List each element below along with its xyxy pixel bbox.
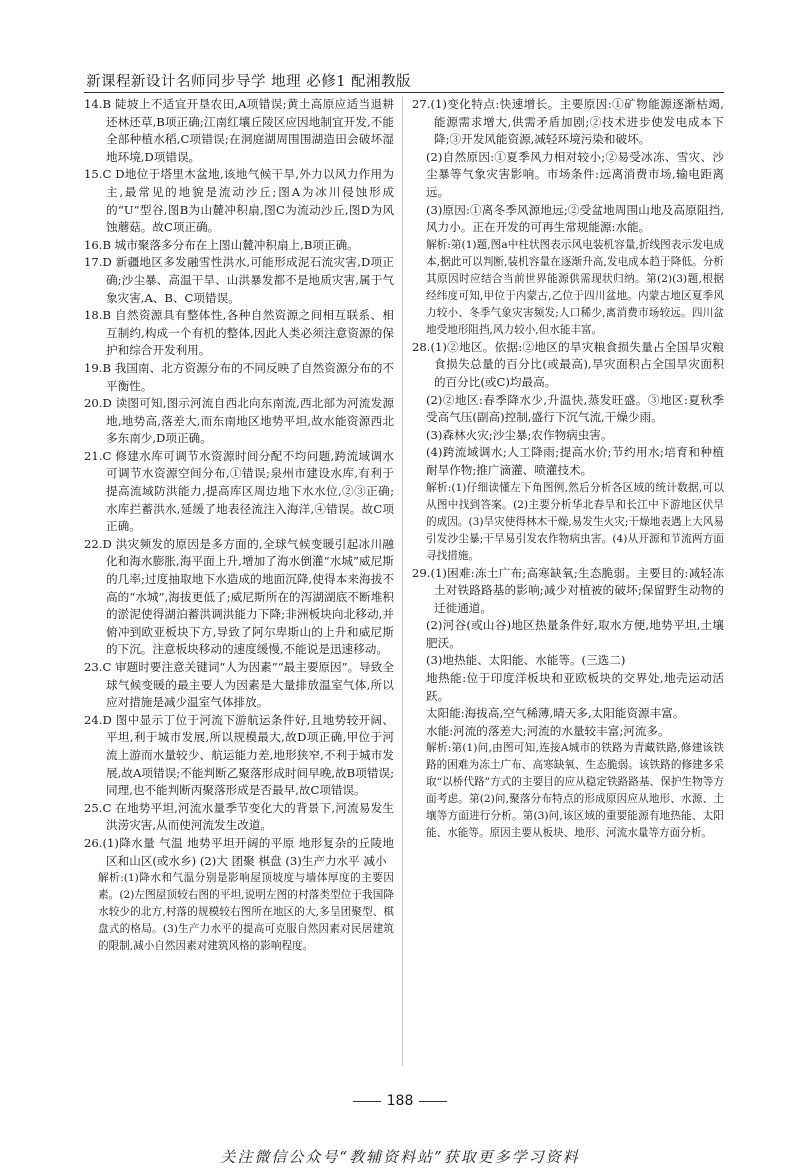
analysis-paragraph: 解析:第(1)题,图a中柱状图表示风电装机容量,折线图表示发电成本,据此可以判断,装机容量在逐渐升高,发电成本趋于降低。分析其原因时应结合当前世界能源供需现状归纳。第(2)(3)题,根据经纬度可知,甲位于内蒙古,乙位于四川盆地。内蒙古地区夏季风力较小、冬季气象灾害频发;人口稀少,离消费市场较远。四川盆地受地形阻挡,风力较小,但水能丰富。	[426, 238, 724, 336]
answer-paragraph: 25.C 在地势平坦,河流水量季节变化大的背景下,河流易发生洪涝灾害,从而使河流发生改道。	[84, 800, 394, 833]
answer-paragraph: 29.(1)困难:冻土广布;高寒缺氧;生态脆弱。主要目的:减轻冻土对铁路路基的影响;减少对植被的破坏;保留野生动物的迁徙通道。	[412, 565, 724, 615]
answer-paragraph: 18.B 自然资源具有整体性,各种自然资源之间相互联系、相互制约,构成一个有机的整体,因此人类必须注意资源的保护和综合开发利用。	[84, 308, 394, 358]
answer-paragraph: 27.(1)变化特点:快速增长。主要原因:①矿物能源逐渐枯竭,能源需求增大,供需矛盾加剧;②技术进步使发电成本下降;③开发风能资源,减轻环境污染和破坏。	[412, 97, 724, 147]
answer-paragraph: 23.C 审题时要注意关键词“人为因素”“最主要原因”。导致全球气候变暖的最主要人为因素是大量排放温室气体,所以应对措施是减少温室气体排放。	[84, 660, 394, 710]
page-number-left-dash	[353, 1101, 381, 1102]
answer-paragraph: (4)跨流域调水;人工降雨;提高水价;节约用水;培育和种植耐旱作物;推广滴灌、喷灌技术。	[426, 445, 724, 477]
answer-paragraph: 21.C 修建水库可调节水资源时间分配不均问题,跨流域调水可调节水资源空间分布,①错误;泉州市建设水库,有利于提高流域防洪能力,提高库区周边地下水水位,②③正确;水库拦蓄洪水,延缓了地表径流注入海洋,④错误。故C项正确。	[84, 448, 394, 534]
answer-paragraph: 19.B 我国南、北方资源分布的不同反映了自然资源分布的不平衡性。	[84, 360, 394, 393]
answer-paragraph: 24.D 图中显示丁位于河流下游航运条件好,且地势较开阔、平坦,利于城市发展,所以规模最大,故D项正确,甲位于河流上游而水量较少、航运能力差,地形狭窄,不利于城市发展,故A项错误;不能判断乙聚落形成时间早晚,故B项错误;同理,也不能判断丙聚落形成是否最早,故C项错误。	[84, 712, 394, 798]
page-number-right-dash	[419, 1101, 447, 1102]
answer-paragraph: 水能:河流的落差大;河流的水量较丰富;河流多。	[426, 723, 670, 738]
answer-paragraph: (2)自然原因:①夏季风力相对较小;②易受冰冻、雪灾、沙尘暴等气象灾害影响。市场条件:远离消费市场,输电距离远。	[426, 149, 724, 199]
analysis-paragraph: 解析:(1)降水和气温分别是影响屋顶坡度与墙体厚度的主要因素。(2)左图屋顶较右图的平坦,说明左图的村落类型位于我国降水较少的北方,村落的规模较右图所在地区的大,多呈团聚型、棋盘式的格局。(3)生产力水平的提高可克服自然因素对民居建筑的限制,减小自然因素对建筑风格的影响程度。	[98, 872, 394, 953]
answer-paragraph: 16.B 城市聚落多分布在上图山麓冲积扇上,B项正确。	[84, 237, 359, 252]
answer-paragraph: (3)地热能、太阳能、水能等。(三选二)	[426, 653, 626, 668]
answer-paragraph: 太阳能:海拔高,空气稀薄,晴天多,太阳能资源丰富。	[426, 706, 685, 721]
page-number: 188	[386, 1093, 414, 1109]
answer-paragraph: 17.D 新疆地区多发融雪性洪水,可能形成泥石流灾害,D项正确;沙尘暴、高温干旱、山洪暴发都不是地质灾害,属于气象灾害,A、B、C项错误。	[84, 255, 394, 305]
answer-paragraph: 14.B 陡坡上不适宜开垦农田,A项错误;黄土高原应适当退耕还林还草,B项正确;江南红壤丘陵区应因地制宜开发,不能全部种植水稻,C项错误;在洞庭湖周围围湖造田会破坏湿地环境,D项错误。	[84, 97, 394, 164]
answer-paragraph: 22.D 洪灾频发的原因是多方面的,全球气候变暖引起冰川融化和海水膨胀,海平面上升,增加了海水倒灌“水城”威尼斯的几率;过度抽取地下水造成的地面沉降,使得本来海拔不高的“水城”,海拔更低了;威尼斯所在的泻湖湖底不断堆积的淤泥使得湖泊蓄洪调洪能力下降;非洲板块向北移动,并俯冲到欧亚板块下方,导致了阿尔卑斯山的上升和威尼斯的下沉。注意板块移动的速度缓慢,不能说是迅速移动。	[84, 536, 394, 657]
page-header-title: 新课程新设计名师同步导学 地理 必修1 配湘教版	[86, 74, 412, 90]
answer-paragraph: 28.(1)②地区。依据:②地区的旱灾粮食损失量占全国旱灾粮食损失总量的百分比(或最高),旱灾面积占全国旱灾面积的百分比(或C)均最高。	[412, 339, 724, 389]
answer-paragraph: 26.(1)降水量 气温 地势平坦开阔的平原 地形复杂的丘陵地区和山区(或水乡) (2)大 团聚 棋盘 (3)生产力水平 减小	[84, 835, 394, 868]
left-column	[84, 96, 394, 955]
answer-paragraph: (3)森林火灾;沙尘暴;农作物病虫害。	[426, 427, 613, 442]
answer-paragraph: (2)②地区:春季降水少,升温快,蒸发旺盛。③地区:夏秋季受高气压(副高)控制,盛行下沉气流,干燥少雨。	[426, 392, 724, 425]
answer-paragraph: (2)河谷(或山谷)地区热量条件好,取水方便,地势平坦,土壤肥沃。	[426, 618, 724, 650]
analysis-paragraph: 解析:(1)仔细读懂左下角图例,然后分析各区域的统计数据,可以从图中找到答案。(2)主要分析华北春旱和长江中下游地区伏旱的成因。(3)旱灾使得林木干燥,易发生火灾;干燥地表遇上大风易引发沙尘暴;干旱易引发农作物病虫害。(4)从开源和节流两方面寻找措施。	[426, 481, 724, 562]
header-rule	[84, 92, 724, 93]
answer-paragraph: 15.C D地位于塔里木盆地,该地气候干旱,外力以风力作用为主,最常见的地貌是流动沙丘;图A为冰川侵蚀形成的“U”型谷,图B为山麓冲积扇,图C为流动沙丘,图D为风蚀蘑菇。故C项正确。	[84, 167, 394, 235]
analysis-paragraph: 解析:第(1)问,由图可知,连接A城市的铁路为青藏铁路,修建该铁路的困难为冻土广布、高寒缺氧、生态脆弱。该铁路的修建多采取“以桥代路”方式的主要目的应从稳定铁路路基、保护生物等方面考虑。第(2)问,聚落分布特点的形成原因应从地形、水源、土壤等方面进行分析。第(3)问,该区域的重要能源有地热能、太阳能、水能等。原因主要从板块、地形、河流水量等方面分析。	[426, 742, 724, 840]
page-number-row	[0, 1093, 800, 1109]
answer-paragraph: (3)原因:①离冬季风源地远;②受盆地周围山地及高原阻挡,风力小。正在开发的可再生常规能源:水能。	[426, 202, 724, 235]
column-divider	[402, 96, 403, 1066]
right-column	[412, 96, 724, 842]
footer-note: 关注微信公众号“教辅资料站”获取更多学习资料	[220, 1148, 580, 1166]
answer-paragraph: 20.D 读图可知,图示河流自西北向东南流,西北部为河流发源地,地势高,落差大,而东南地区地势平坦,故水能资源西北多东南少,D项正确。	[84, 396, 394, 446]
answer-paragraph: 地热能:位于印度洋板块和亚欧板块的交界处,地壳运动活跃。	[426, 671, 724, 703]
